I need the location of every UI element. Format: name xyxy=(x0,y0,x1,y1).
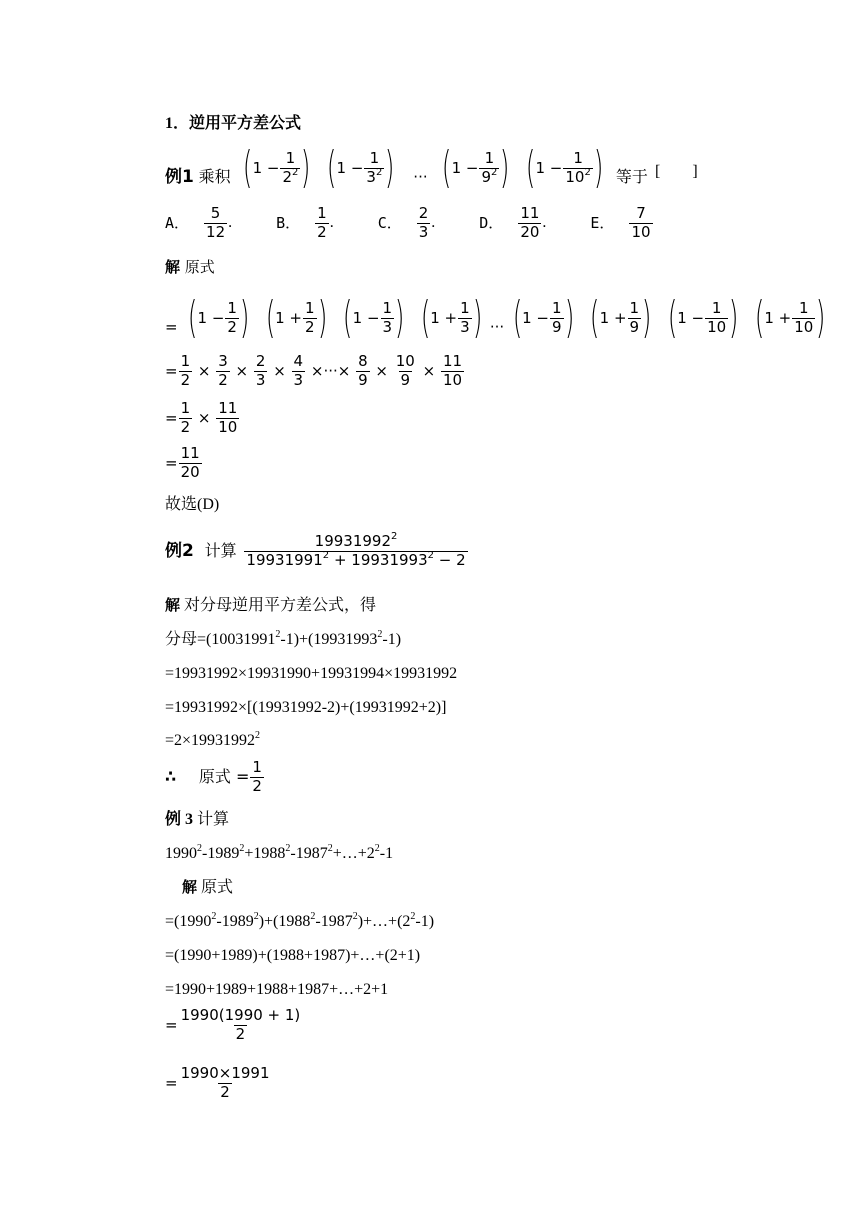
example-2-result: ∴ 原式 = $\frac{1}{2}$ xyxy=(165,758,262,795)
example-3-line-1: $=(1990^2-1989^2)+(1988^2-1987^2)+\dots+(2^2-1)$ xyxy=(165,911,435,930)
example-1-step-3: = $\frac{1}{2}$ × $\frac{11}{10}$ xyxy=(165,399,238,436)
example-3-solution-lead: 解 原式 xyxy=(182,878,234,896)
example-2-line-3: =19931992×[(19931992-2)+(19931992+2)] xyxy=(165,699,447,716)
therefore-symbol: ∴ xyxy=(165,766,177,786)
option-a: A． $\frac{5}{12}$ . xyxy=(165,204,233,241)
example-3-problem: 例 3 计算 xyxy=(165,811,230,828)
example-3-line-3: =1990+1989+1988+1987+…+2+1 xyxy=(165,981,389,998)
option-d: D． $\frac{11}{20}$ . xyxy=(479,204,547,241)
example-1-solution-lead: 解 原式 xyxy=(165,258,215,276)
option-e: E． $\frac{7}{10}$ xyxy=(590,204,651,241)
section-title: 1．逆用平方差公式 xyxy=(165,115,302,132)
example-1-step-1: = ( 1 − $\frac{1}{2}$ ) ( 1 + $\frac{1}{2}$ ) ( 1 − $\frac{1}{3}$ ) ( 1 + $\frac{1}{3}$ ) ··· ( 1 − $\frac{1}{9}$ ) ( 1 + $\frac{1}{9}$ ) ( 1 − $\frac{1}{10}$ ) ( 1 + $\frac{1}{10}$ ) xyxy=(165,292,826,343)
example-3-fraction-1: = $\frac{1990(1990 + 1)}{2}$ xyxy=(165,1006,301,1043)
example-1-label: 例1 xyxy=(165,167,194,187)
example-1-step-4: = $\frac{11}{20}$ xyxy=(165,444,200,481)
example-1-lead: 乘积 xyxy=(198,167,231,186)
option-c: C． $\frac{2}{3}$ . xyxy=(377,204,436,241)
example-2-problem: 例2 计算 $\frac{19931992^2}{19931991^2 + 19931993^2 - 2}$ xyxy=(165,531,466,569)
example-3-line-2: =(1990+1989)+(1988+1987)+…+(2+1) xyxy=(165,947,421,964)
option-b: B． $\frac{1}{2}$ . xyxy=(276,204,334,241)
example-2-line-2: =19931992×19931990+19931994×19931992 xyxy=(165,665,458,682)
answer-bracket: [ ] xyxy=(655,163,698,180)
example-3-fraction-2: = $\frac{1990\times 1991}{2}$ xyxy=(165,1064,270,1101)
example-1-conclusion: 故选(D) xyxy=(165,496,220,513)
example-1-tail: 等于 xyxy=(615,167,648,186)
example-1-options xyxy=(165,206,694,241)
example-2-line-4: $=2\times 19931992^2$ xyxy=(165,730,261,749)
example-2-line-1: 分母$=(10031991^2-1)+(19931993^2-1)$ xyxy=(165,629,402,648)
example-1-step-2: = $\frac{1}{2}$ × $\frac{3}{2}$ × $\frac{2}{3}$ × $\frac{4}{3}$ ×···× $\frac{8}{9}$ × $\frac{10}{9}$ × $\frac{11}{10}$ xyxy=(165,352,463,389)
example-2-solution-lead: 解 对分母逆用平方差公式，得 xyxy=(165,596,377,614)
example-1-problem: 例1 乘积 ( 1 − $\frac{1}{2^2}$ ) ( 1 − $\frac{1}{3^2}$ ) ··· ( 1 − $\frac{1}{9^2}$ ) ( 1 − $\frac{1}{10^2}$ ) 等于 xyxy=(165,142,648,193)
example-3-expression: $1990^2-1989^2+1988^2-1987^2+\dots+2^2-1$ xyxy=(165,843,394,862)
